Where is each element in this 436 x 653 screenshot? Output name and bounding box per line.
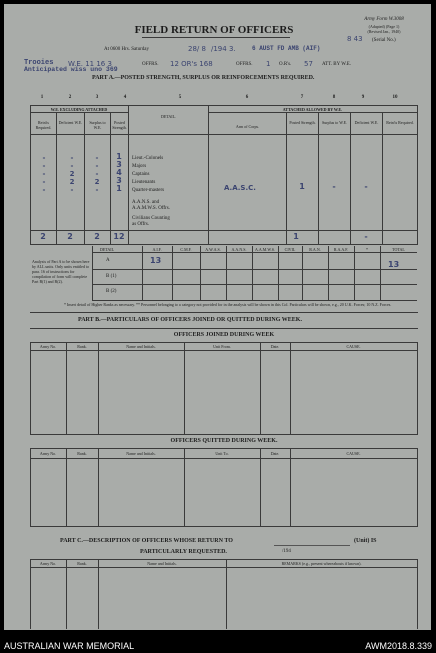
total-entry: 1 [293,232,299,241]
grid-line [92,284,417,285]
joined-col-header: Name and Initials. [126,344,156,349]
analysis-header: A.W.A.S. [205,247,221,252]
revised-label: (Revised Jan., 1940) [367,29,401,34]
total-value: 13 [388,260,400,269]
analysis-footnote: * Insert detail of Higher Ranks as necessary. ** Personnel belonging to a category not provided for in the analysis will be shown in this Col. Particulars will be shown, e.g., 20 U.K. Forces; 10 N.Z. Forces. [64,302,392,307]
footer-left: AUSTRALIAN WAR MEMORIAL [4,641,135,651]
grid-line [56,112,57,244]
grid-line [142,246,143,300]
grid-line [417,105,418,244]
grid-line [184,342,185,434]
footer-right: AWM2018.8.339 [365,641,432,651]
ors-value: 57 [304,60,313,68]
analysis-row-label: B (2) [106,289,117,294]
analysis-row-label: A [106,258,110,263]
rank-label: Lieutenants [132,180,156,185]
col-number: 6 [245,95,249,100]
grid-line [226,559,227,629]
col-header: DETAIL. [160,114,177,119]
col-header: Deficient W.E. [58,120,83,125]
grid-line [30,328,418,329]
grid-line [260,342,261,434]
hand-entry: 4 [116,168,122,177]
hand-entry: 2 [69,170,75,178]
grid-line [92,269,417,270]
joined-col-header: Army No. [39,344,57,349]
joined-col-header: Date. [270,344,280,349]
part-c-title-2: PARTICULARLY REQUESTED. [140,549,227,555]
col-number: 5 [178,95,182,100]
grid-line [30,312,418,313]
grid-line [128,105,129,244]
grid-line [30,559,418,560]
part-b-title: PART B.—PARTICULARS OF OFFICERS JOINED OR QUITTED DURING WEEK. [78,317,302,323]
grid-line [417,342,418,434]
hand-entry: - [42,154,46,162]
col-number: 4 [123,95,127,100]
grid-line [30,105,418,106]
grid-line [30,458,418,459]
grid-line [92,300,417,301]
grid-line [328,246,329,300]
grid-line [286,112,287,244]
we-line: W.E. 11 16 3 [68,60,112,68]
quitted-col-header: Army No. [39,451,57,456]
grid-line [172,246,173,300]
hand-entry: 3 [116,176,122,185]
total-entry: - [364,232,368,241]
hand-entry: - [95,170,99,178]
form-sheet [4,4,431,630]
hand-entry: - [95,162,99,170]
total-entry: 12 [113,232,125,241]
grid-line [302,246,303,300]
quitted-col-header: Date. [270,451,280,456]
analysis-header: * [366,247,368,252]
analysis-header: A.A.N.S. [231,247,247,252]
grid-line [278,246,279,300]
archive-footer [0,633,436,653]
typed-note-2: Anticipated wiss uno 369 [24,66,118,73]
part-c-col-header: Army No. [39,561,57,566]
form-title: FIELD RETURN OF OFFICERS [134,24,294,36]
att-label: ATT. BY W.E. [322,62,352,67]
hand-entry: 1 [299,182,305,191]
analysis-header: CIVIL [284,247,296,252]
col-header: Surplus to W.E. [89,120,106,130]
col-header: Deficient W.E. [354,120,379,125]
rank-label: A.A.M.W.S. Offrs. [132,206,170,211]
hand-entry: - [332,182,336,191]
group-right-header: ATTACHED ALLOWED BY W.E. [282,107,343,112]
hand-entry: A.A.S.C. [224,184,256,192]
serial-label: (Serial No.) [372,38,396,43]
rank-label: Civilians Counting [132,216,170,221]
hand-entry: - [95,154,99,162]
army-form-label: Army Form W.3008 [364,17,404,22]
offrs-value: 12 OR's 168 [170,60,213,68]
grid-line [417,448,418,526]
at-hrs-label: At 0600 Hrs. Saturday [104,47,149,52]
analysis-header: R.A.A.F. [333,247,349,252]
analysis-row-label: B (1) [106,274,117,279]
grid-line [184,448,185,526]
grid-line [30,112,128,113]
col-number: 10 [392,95,398,100]
hand-entry: - [70,154,74,162]
grid-line [92,252,417,253]
part-c-unit-is: (Unit) IS [354,538,377,544]
grid-line [98,448,99,526]
part-c-col-header: Name and Initials. [147,561,177,566]
grid-line [260,448,261,526]
analysis-note: Analysis of Part A to be shown here by ALL units. Only units entitled to para. 16 of instructions for compilation of form will complete Part B(1) and B(2). [32,259,90,284]
grid-line [30,134,418,135]
part-c-col-header: Rank. [77,561,87,566]
date-year: /194 3. [211,45,236,53]
grid-line [30,448,31,526]
hand-entry: - [42,170,46,178]
analysis-header: A.I.F. [152,247,162,252]
hand-entry: - [42,162,46,170]
analysis-header: C.M.F. [180,247,192,252]
unit-name: 6 AUST FD AMB (AIF) [252,45,321,52]
grid-line [226,246,227,300]
joined-col-header: Rank. [77,344,87,349]
grid-line [318,112,319,244]
offrs2-value: 1 [266,60,271,68]
grid-line [380,246,381,300]
col-header: Posted Strength. [112,120,127,130]
grid-line [290,342,291,434]
grid-line [30,350,418,351]
grid-line [290,448,291,526]
date-day: 28/ 8 [188,45,206,53]
aif-value: 13 [150,256,162,265]
grid-line [110,112,111,244]
grid-line [350,112,351,244]
rank-label: Majors [132,164,147,169]
hand-entry: - [70,162,74,170]
col-header: Rein'ts Required. [35,120,52,130]
total-entry: 2 [40,232,46,241]
grid-line [30,342,418,343]
grid-line [66,342,67,434]
grid-line [30,230,418,231]
grid-line [98,559,99,629]
grid-line [98,342,99,434]
grid-line [354,246,355,300]
hand-entry: 2 [94,178,100,186]
joined-col-header: CAUSE. [346,344,361,349]
grid-line [30,448,418,449]
part-c-col-header: REMARKS (e.g., present whereabouts if known). [281,561,362,566]
hand-entry: 1 [116,184,122,193]
serial-number: 8 43 [347,35,363,43]
part-c-date: /194 [282,549,291,554]
hand-entry: - [364,182,368,191]
col-number: 1 [40,95,44,100]
quitted-col-header: Unit To. [215,451,229,456]
offrs-label: OFFRS. [142,62,159,67]
title-underline [142,37,290,38]
typed-note-1: Trooies [24,59,54,67]
grid-line [30,559,31,629]
ors-label: O.R's. [279,62,292,67]
hand-entry: 3 [116,160,122,169]
grid-line [66,448,67,526]
grid-line [66,559,67,629]
part-a-title: PART A.—POSTED STRENGTH, SURPLUS OR REINFORCEMENTS REQUIRED. [92,75,315,81]
col-header: Posted Strength. [289,120,316,125]
joined-col-header: Unit From. [213,344,231,349]
grid-line [84,112,85,244]
hand-entry: - [42,186,46,194]
hand-entry: - [70,186,74,194]
hand-entry: 1 [116,152,122,161]
hand-entry: - [42,178,46,186]
analysis-header: DETAIL [99,247,115,252]
quitted-col-header: Name and Initials. [126,451,156,456]
rank-label: Lieut.-Colonels [132,156,164,161]
analysis-header: A.A.M.W.S. [255,247,275,252]
analysis-header: TOTAL [392,247,405,252]
grid-line [252,246,253,300]
grid-line [30,567,418,568]
grid-line [30,244,418,245]
grid-line [30,342,31,434]
rank-label: Quarter-masters [132,188,165,193]
quitted-title: OFFICERS QUITTED DURING WEEK. [170,438,278,444]
hand-entry: 2 [69,178,75,186]
grid-line [92,246,93,300]
col-number: 9 [361,95,365,100]
adapted-label: (Adapted) (Page 1) [368,24,400,29]
part-c-title-1: PART C.—DESCRIPTION OF OFFICERS WHOSE RETURN TO [60,538,233,544]
grid-line [200,246,201,300]
col-number: 3 [95,95,99,100]
quitted-col-header: Rank. [77,451,87,456]
analysis-header: R.A.N. [309,247,321,252]
col-header: Surplus to W.E. [321,120,348,125]
col-number: 8 [332,95,336,100]
quitted-col-header: CAUSE. [346,451,361,456]
grid-line [208,112,418,113]
grid-line [417,559,418,629]
rank-label: A.A.N.S. and [132,200,160,205]
group-left-header: W.E. EXCLUDING ATTACHED [50,107,108,112]
col-number: 7 [300,95,304,100]
grid-line [30,434,418,435]
grid-line [382,112,383,244]
unit-fill-line [274,545,350,546]
hand-entry: - [95,186,99,194]
rank-label: Captains [132,172,150,177]
total-entry: 2 [67,232,73,241]
offrs2-label: OFFRS. [236,62,253,67]
rank-label: as Offrs. [132,222,150,227]
total-entry: 2 [94,232,100,241]
grid-line [30,526,418,527]
col-number: 2 [68,95,72,100]
col-header: Arm of Corps. [235,124,260,129]
col-header: Rein'ts Required. [386,120,414,125]
joined-title: OFFICERS JOINED DURING WEEK [173,332,275,338]
